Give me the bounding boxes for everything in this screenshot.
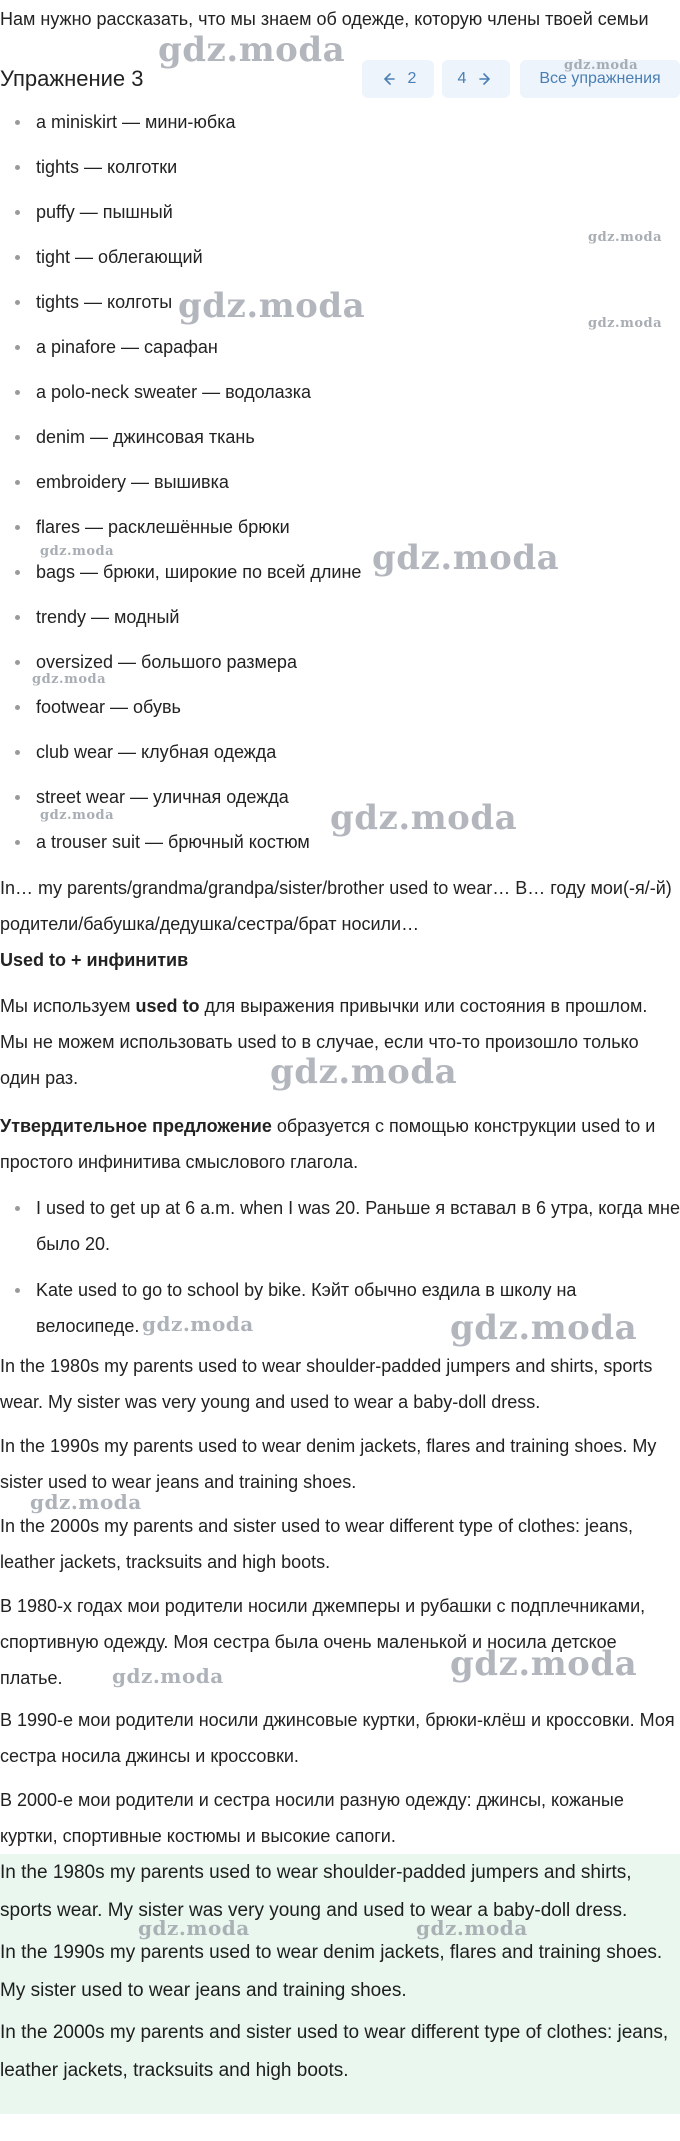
list-item: footwear — обувь — [0, 685, 680, 730]
watermark: gdz.moda — [564, 58, 639, 73]
examples-list — [0, 1190, 680, 1354]
list-item: club wear — клубная одежда — [0, 730, 680, 775]
watermark: gdz.moda — [142, 1312, 254, 1336]
list-item: puffy — пышный — [0, 190, 680, 235]
watermark: gdz.moda — [270, 1052, 458, 1092]
intro-text: Нам нужно рассказать, что мы знаем об одежде, которую члены твоей семьи — [0, 9, 649, 29]
answer-2000s: In the 2000s my parents and sister used to wear different type of clothes: jeans, leather jackets, tracksuits and high boots. — [0, 2022, 669, 2081]
arrow-left-icon — [380, 71, 396, 87]
answer-1990s: In the 1990s my parents used to wear denim jackets, flares and training shoes. My sister used to wear jeans and training shoes. — [0, 1942, 663, 2001]
text-ru-2000s: В 2000-е мои родители и сестра носили разную одежду: джинсы, кожаные куртки, спортивные костюмы и высокие сапоги. — [0, 1790, 624, 1846]
list-item: a miniskirt — мини-юбка — [0, 100, 680, 145]
watermark: gdz.moda — [416, 1916, 528, 1940]
list-item: embroidery — вышивка — [0, 460, 680, 505]
next-exercise-button[interactable] — [442, 60, 510, 98]
watermark: gdz.moda — [40, 808, 115, 823]
watermark: gdz.moda — [588, 230, 663, 245]
list-item: tight — облегающий — [0, 235, 680, 280]
text-en-1990s: In the 1990s my parents used to wear denim jackets, flares and training shoes. My sister used to wear jeans and training shoes. — [0, 1436, 657, 1492]
grammar-heading: Used to + инфинитив — [0, 950, 189, 970]
watermark: gdz.moda — [40, 544, 115, 559]
list-item: bags — брюки, широкие по всей длине — [0, 550, 680, 595]
answer-box — [0, 1854, 680, 2114]
list-item: a trouser suit — брючный костюм — [0, 820, 680, 865]
grammar-term: Утвердительное предложение — [0, 1116, 272, 1136]
watermark: gdz.moda — [330, 798, 518, 838]
list-item: tights — колготки — [0, 145, 680, 190]
watermark: gdz.moda — [372, 538, 560, 578]
grammar-text: образуется с помощью конструкции used to и простого инфинитива смыслового глагола. — [0, 1116, 656, 1172]
prev-exercise-button[interactable] — [362, 60, 434, 98]
watermark: gdz.moda — [138, 1916, 250, 1940]
list-item: flares — расклешённые брюки — [0, 505, 680, 550]
all-exercises-label: Все упражнения — [539, 70, 661, 87]
list-item: tights — колготы — [0, 280, 680, 325]
grammar-term: used to — [135, 996, 200, 1016]
list-item: a polo-neck sweater — водолазка — [0, 370, 680, 415]
watermark: gdz.moda — [30, 1490, 142, 1514]
next-exercise-label: 4 — [457, 70, 467, 87]
list-item: Kate used to go to school by bike. Кэйт обычно ездила в школу на велосипеде. — [0, 1272, 680, 1344]
grammar-paragraph-1 — [0, 988, 680, 1096]
watermark: gdz.moda — [588, 316, 663, 331]
all-exercises-button[interactable] — [520, 60, 680, 98]
template-line: In… my parents/grandma/grandpa/sister/brother used to wear… В… году мои(-я/-й) родители/бабушка/дедушка/сестра/брат носили… — [0, 878, 672, 934]
exercise-header — [0, 56, 680, 102]
watermark: gdz.moda — [450, 1644, 638, 1684]
text-ru-1990s: В 1990-е мои родители носили джинсовые куртки, брюки-клёш и кроссовки. Моя сестра носила джинсы и кроссовки. — [0, 1710, 675, 1766]
page-title: Упражнение 3 — [0, 66, 144, 91]
text-en-2000s: In the 2000s my parents and sister used to wear different type of clothes: jeans, leather jackets, tracksuits and high boots. — [0, 1516, 634, 1572]
watermark: gdz.moda — [178, 286, 366, 326]
arrow-right-icon — [478, 71, 494, 87]
list-item: street wear — уличная одежда — [0, 775, 680, 820]
vocabulary-list — [0, 100, 680, 865]
watermark: gdz.moda — [158, 30, 346, 70]
watermark: gdz.moda — [32, 672, 107, 687]
watermark: gdz.moda — [450, 1308, 638, 1348]
list-item: I used to get up at 6 a.m. when I was 20. Раньше я вставал в 6 утра, когда мне было 20. — [0, 1190, 680, 1262]
list-item: trendy — модный — [0, 595, 680, 640]
prev-exercise-label: 2 — [407, 70, 417, 87]
list-item: a pinafore — сарафан — [0, 325, 680, 370]
list-item: oversized — большого размера — [0, 640, 680, 685]
grammar-text: Мы используем — [0, 996, 136, 1016]
watermark: gdz.moda — [112, 1664, 224, 1688]
grammar-paragraph-2 — [0, 1108, 680, 1180]
text-ru-1980s: В 1980-х годах мои родители носили джемперы и рубашки с подплечниками, спортивную одежду. Моя сестра была очень маленькой и носила детское платье. — [0, 1596, 646, 1688]
answer-1980s: In the 1980s my parents used to wear shoulder-padded jumpers and shirts, sports wear. My sister was very young and used to wear a baby-doll dress. — [0, 1862, 632, 1921]
list-item: denim — джинсовая ткань — [0, 415, 680, 460]
text-en-1980s: In the 1980s my parents used to wear shoulder-padded jumpers and shirts, sports wear. My sister was very young and used to wear a baby-doll dress. — [0, 1356, 653, 1412]
grammar-text: для выражения привычки или состояния в прошлом. Мы не можем использовать used to в случае, если что-то произошло только один раз. — [0, 996, 648, 1088]
